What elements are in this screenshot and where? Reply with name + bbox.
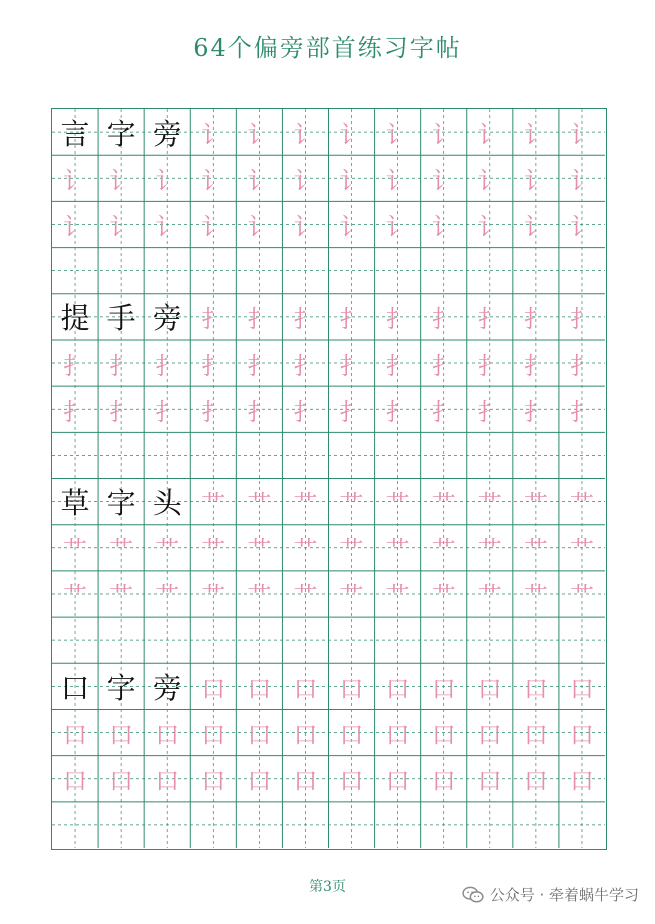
trace-radical: 扌 <box>477 305 502 334</box>
trace-radical: 艹 <box>431 536 456 565</box>
trace-radical: 口 <box>63 721 88 750</box>
trace-radical: 口 <box>431 674 456 703</box>
trace-radical: 扌 <box>523 397 548 426</box>
trace-radical: 口 <box>293 721 318 750</box>
heading-char: 头 <box>152 486 182 521</box>
trace-radical: 讠 <box>339 212 364 241</box>
practice-grid <box>51 108 607 850</box>
watermark <box>462 884 639 905</box>
trace-radical: 口 <box>293 674 318 703</box>
trace-radical: 扌 <box>339 305 364 334</box>
trace-radical: 口 <box>201 721 226 750</box>
trace-radical: 扌 <box>109 397 134 426</box>
watermark-text: 公众号 · 牵着蜗牛学习 <box>489 886 639 904</box>
trace-radical: 艹 <box>63 582 88 611</box>
trace-radical: 扌 <box>431 305 456 334</box>
trace-radical: 扌 <box>155 397 180 426</box>
trace-radical: 艹 <box>201 582 226 611</box>
trace-radical: 讠 <box>385 166 410 195</box>
trace-radical: 讠 <box>477 212 502 241</box>
heading-char: 口 <box>60 670 90 705</box>
trace-radical: 讠 <box>477 166 502 195</box>
trace-radical: 讠 <box>385 120 410 149</box>
trace-radical: 讠 <box>155 212 180 241</box>
trace-radical: 艹 <box>385 536 410 565</box>
trace-radical: 扌 <box>247 351 272 380</box>
trace-radical: 口 <box>477 674 502 703</box>
trace-radical: 口 <box>385 721 410 750</box>
trace-radical: 扌 <box>523 305 548 334</box>
trace-radical: 扌 <box>569 397 594 426</box>
trace-radical: 口 <box>477 767 502 796</box>
trace-radical: 扌 <box>247 305 272 334</box>
trace-radical: 艹 <box>569 582 594 611</box>
trace-radical: 口 <box>155 767 180 796</box>
trace-radical: 讠 <box>63 212 88 241</box>
trace-radical: 口 <box>477 721 502 750</box>
trace-radical: 口 <box>109 721 134 750</box>
trace-radical: 讠 <box>293 166 318 195</box>
trace-radical: 讠 <box>523 166 548 195</box>
heading-char: 旁 <box>152 301 182 336</box>
trace-radical: 扌 <box>247 397 272 426</box>
heading-char: 旁 <box>152 670 182 705</box>
trace-radical: 讠 <box>201 212 226 241</box>
trace-radical: 口 <box>247 674 272 703</box>
trace-radical: 扌 <box>569 351 594 380</box>
trace-radical: 讠 <box>293 212 318 241</box>
trace-radical: 艹 <box>247 582 272 611</box>
trace-radical: 艹 <box>293 490 318 519</box>
trace-radical: 讠 <box>63 166 88 195</box>
trace-radical: 艹 <box>293 536 318 565</box>
trace-radical: 扌 <box>63 351 88 380</box>
trace-radical: 扌 <box>385 351 410 380</box>
trace-radical: 扌 <box>201 351 226 380</box>
trace-radical: 口 <box>569 721 594 750</box>
trace-radical: 扌 <box>431 397 456 426</box>
trace-radical: 口 <box>63 767 88 796</box>
trace-radical: 扌 <box>293 397 318 426</box>
trace-radical: 艹 <box>339 582 364 611</box>
trace-radical: 口 <box>569 674 594 703</box>
trace-radical: 艹 <box>247 490 272 519</box>
trace-radical: 扌 <box>201 305 226 334</box>
trace-radical: 口 <box>339 767 364 796</box>
trace-radical: 艹 <box>569 490 594 519</box>
trace-radical: 扌 <box>339 351 364 380</box>
trace-radical: 讠 <box>201 120 226 149</box>
trace-radical: 讠 <box>523 120 548 149</box>
trace-radical: 艹 <box>293 582 318 611</box>
trace-radical: 口 <box>247 721 272 750</box>
heading-char: 提 <box>60 301 90 336</box>
trace-radical: 口 <box>431 721 456 750</box>
trace-radical: 口 <box>339 674 364 703</box>
trace-radical: 艹 <box>201 490 226 519</box>
trace-radical: 口 <box>201 674 226 703</box>
trace-radical: 艹 <box>431 582 456 611</box>
trace-radical: 讠 <box>155 166 180 195</box>
trace-radical: 口 <box>523 674 548 703</box>
trace-radical: 扌 <box>385 305 410 334</box>
trace-radical: 扌 <box>293 305 318 334</box>
trace-radical: 艹 <box>569 536 594 565</box>
trace-radical: 讠 <box>247 166 272 195</box>
trace-radical: 讠 <box>569 166 594 195</box>
trace-radical: 扌 <box>339 397 364 426</box>
trace-radical: 扌 <box>201 397 226 426</box>
trace-radical: 扌 <box>431 351 456 380</box>
trace-radical: 扌 <box>569 305 594 334</box>
trace-radical: 口 <box>385 767 410 796</box>
trace-radical: 扌 <box>385 397 410 426</box>
trace-radical: 讠 <box>523 212 548 241</box>
trace-radical: 讠 <box>431 120 456 149</box>
trace-radical: 艹 <box>339 490 364 519</box>
heading-char: 言 <box>60 116 90 151</box>
trace-radical: 艹 <box>247 536 272 565</box>
trace-radical: 艹 <box>523 582 548 611</box>
trace-radical: 扌 <box>523 351 548 380</box>
trace-radical: 讠 <box>569 212 594 241</box>
trace-radical: 扌 <box>63 397 88 426</box>
heading-char: 字 <box>106 116 136 151</box>
trace-radical: 扌 <box>477 397 502 426</box>
trace-radical: 讠 <box>247 120 272 149</box>
trace-radical: 口 <box>385 674 410 703</box>
trace-radical: 艹 <box>385 582 410 611</box>
trace-radical: 艹 <box>431 490 456 519</box>
trace-radical: 口 <box>201 767 226 796</box>
trace-radical: 讠 <box>339 166 364 195</box>
trace-radical: 口 <box>155 721 180 750</box>
trace-radical: 讠 <box>109 166 134 195</box>
trace-radical: 艹 <box>477 582 502 611</box>
trace-radical: 扌 <box>477 351 502 380</box>
trace-radical: 讠 <box>339 120 364 149</box>
trace-radical: 扌 <box>293 351 318 380</box>
trace-radical: 口 <box>523 767 548 796</box>
page-number: 第3页 <box>309 879 346 895</box>
trace-radical: 艹 <box>201 536 226 565</box>
trace-radical: 口 <box>431 767 456 796</box>
trace-radical: 口 <box>293 767 318 796</box>
trace-radical: 讠 <box>385 212 410 241</box>
trace-radical: 讠 <box>293 120 318 149</box>
trace-radical: 艹 <box>523 536 548 565</box>
trace-radical: 艹 <box>63 536 88 565</box>
trace-radical: 艹 <box>155 536 180 565</box>
trace-radical: 扌 <box>109 351 134 380</box>
trace-radical: 艹 <box>339 536 364 565</box>
trace-radical: 艹 <box>385 490 410 519</box>
heading-char: 手 <box>106 301 136 336</box>
trace-radical: 艹 <box>155 582 180 611</box>
heading-char: 草 <box>60 486 90 521</box>
trace-radical: 艹 <box>523 490 548 519</box>
trace-radical: 口 <box>523 721 548 750</box>
trace-radical: 扌 <box>155 351 180 380</box>
trace-radical: 口 <box>109 767 134 796</box>
heading-char: 旁 <box>152 116 182 151</box>
wechat-icon <box>462 886 484 904</box>
trace-radical: 艹 <box>477 536 502 565</box>
trace-radical: 艹 <box>477 490 502 519</box>
trace-radical: 艹 <box>109 582 134 611</box>
trace-radical: 口 <box>569 767 594 796</box>
trace-radical: 口 <box>339 721 364 750</box>
trace-radical: 讠 <box>431 166 456 195</box>
trace-radical: 口 <box>247 767 272 796</box>
trace-radical: 艹 <box>109 536 134 565</box>
trace-radical: 讠 <box>431 212 456 241</box>
trace-radical: 讠 <box>477 120 502 149</box>
page-title: 64个偏旁部首练习字帖 <box>193 34 462 62</box>
trace-radical: 讠 <box>201 166 226 195</box>
trace-radical: 讠 <box>109 212 134 241</box>
heading-char: 字 <box>106 486 136 521</box>
trace-radical: 讠 <box>247 212 272 241</box>
heading-char: 字 <box>106 670 136 705</box>
trace-radical: 讠 <box>569 120 594 149</box>
